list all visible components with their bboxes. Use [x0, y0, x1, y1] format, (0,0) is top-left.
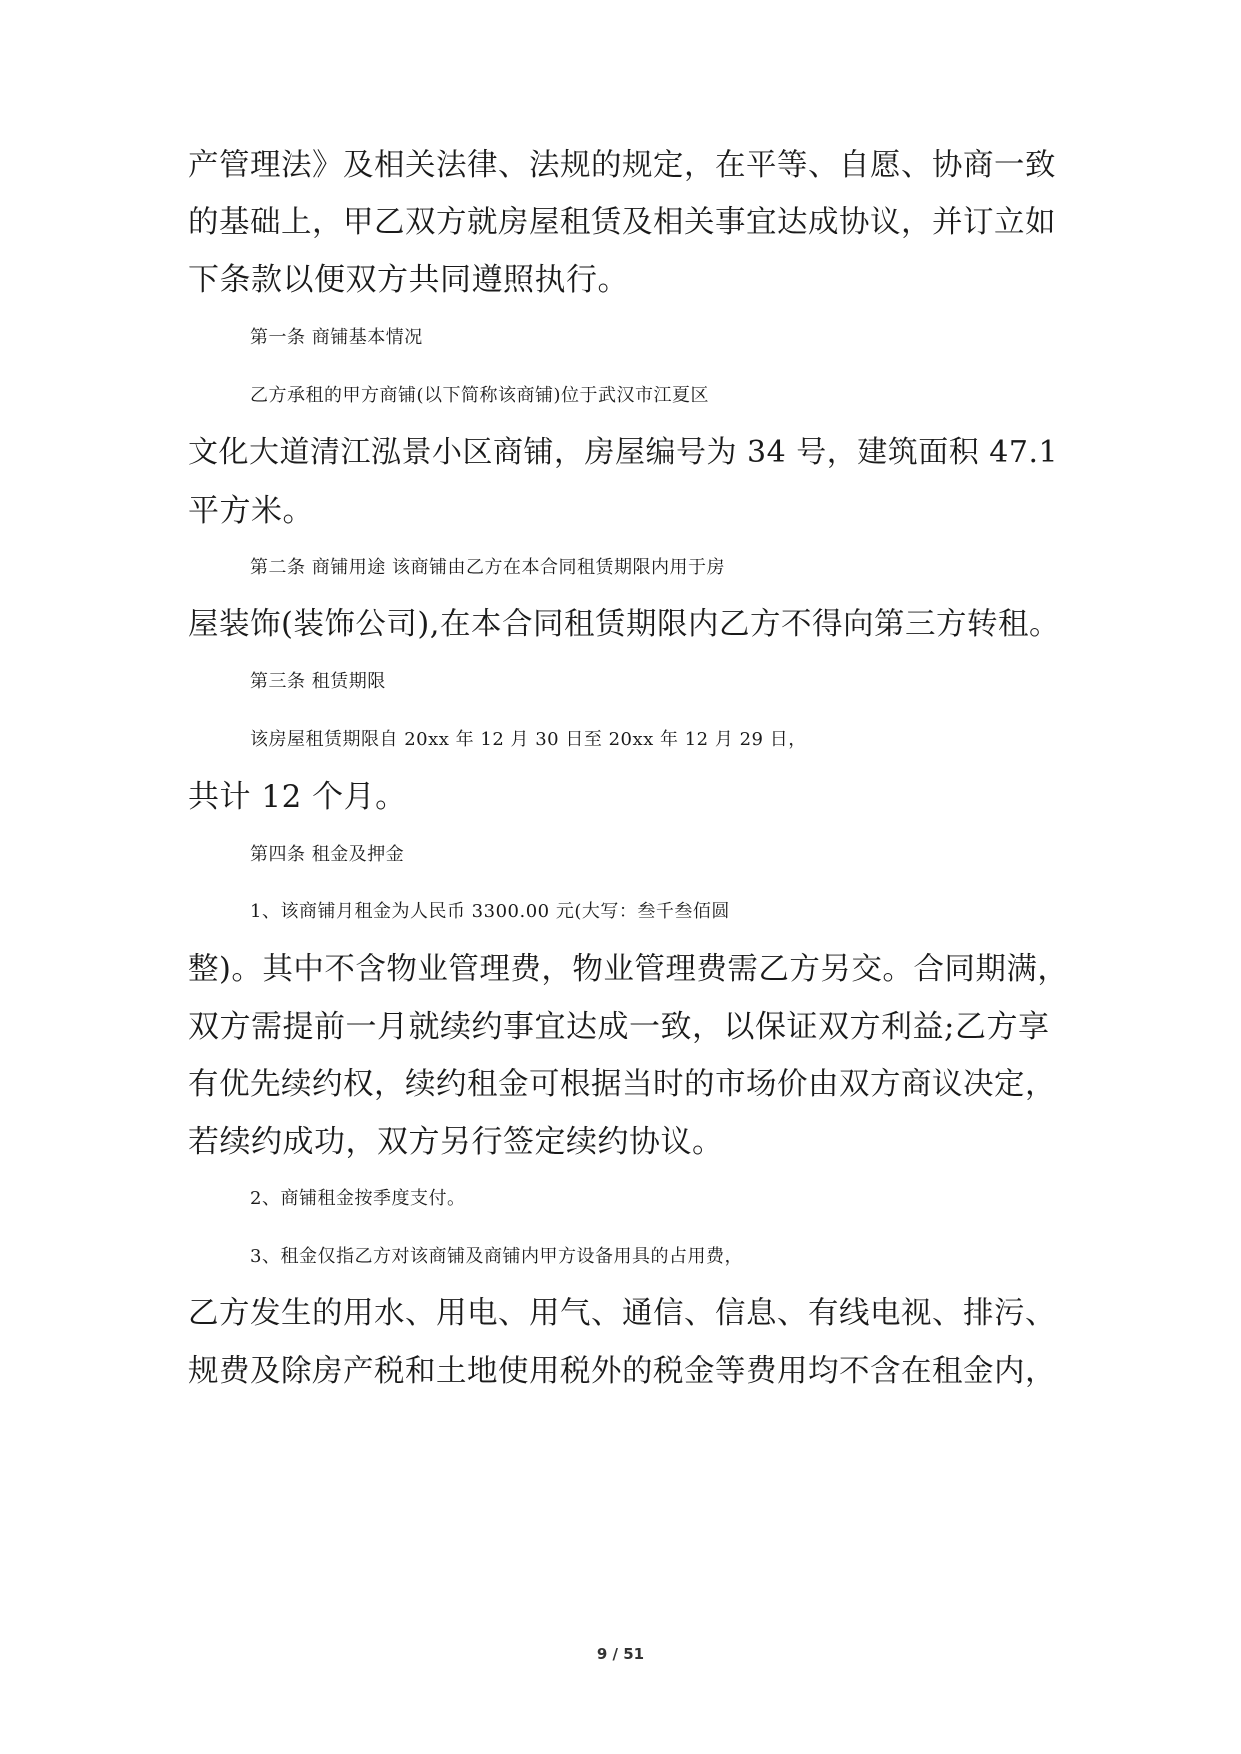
- text-line: 平方米。: [188, 493, 314, 529]
- text-line: 文化大道清江泓景小区商铺，房屋编号为 34 号，建筑面积 47.1: [188, 435, 1059, 470]
- text-line: 规费及除房产税和土地使用税外的税金等费用均不含在租金内，: [188, 1354, 1056, 1389]
- text-line: 乙方发生的用水、用电、用气、通信、信息、有线电视、排污、: [188, 1296, 1056, 1331]
- text-line: 有优先续约权，续约租金可根据当时的市场价由双方商议决定，: [188, 1067, 1056, 1102]
- section-heading: 第四条 租金及押金: [250, 844, 405, 865]
- text-line: 乙方承租的甲方商铺(以下简称该商铺)位于武汉市江夏区: [250, 385, 710, 406]
- text-line: 若续约成功，双方另行签定续约协议。: [188, 1124, 724, 1160]
- text-line: 双方需提前一月就续约事宜达成一致，以保证双方利益;乙方享: [188, 1009, 1050, 1045]
- section-heading: 第三条 租赁期限: [250, 671, 386, 692]
- text-line: 2、商铺租金按季度支付。: [250, 1188, 466, 1209]
- text-line: 1、该商铺月租金为人民币 3300.00 元(大写：叁千叁佰圆: [250, 901, 730, 922]
- text-line: 该房屋租赁期限自 20xx 年 12 月 30 日至 20xx 年 12 月 29 日，: [250, 729, 807, 750]
- text-line: 产管理法》及相关法律、法规的规定，在平等、自愿、协商一致: [188, 148, 1056, 183]
- text-line: 下条款以便双方共同遵照执行。: [188, 262, 629, 298]
- text-line: 整)。其中不含物业管理费，物业管理费需乙方另交。合同期满，: [188, 952, 1069, 987]
- section-heading: 第一条 商铺基本情况: [250, 327, 423, 348]
- page-number: 9 / 51: [596, 1645, 645, 1663]
- section-heading: 第二条 商铺用途 该商铺由乙方在本合同租赁期限内用于房: [250, 557, 725, 578]
- text-line: 共计 12 个月。: [188, 779, 407, 815]
- text-line: 的基础上，甲乙双方就房屋租赁及相关事宜达成协议，并订立如: [188, 205, 1056, 240]
- text-line: 3、租金仅指乙方对该商铺及商铺内甲方设备用具的占用费，: [250, 1246, 743, 1267]
- text-line: 屋装饰(装饰公司),在本合同租赁期限内乙方不得向第三方转租。: [188, 607, 1060, 642]
